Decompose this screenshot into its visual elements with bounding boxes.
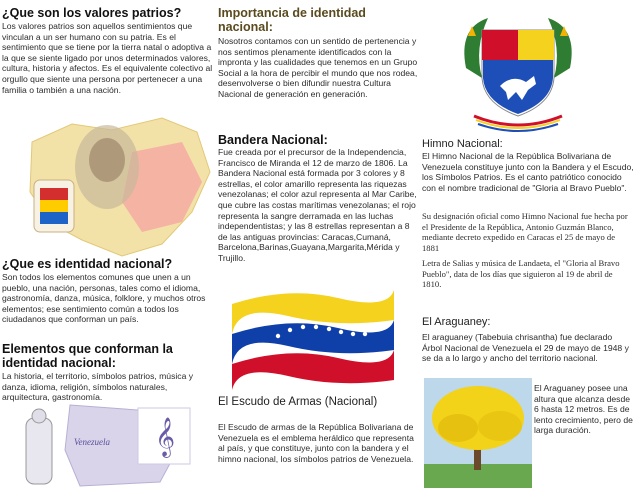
coat-of-arms-image — [452, 8, 584, 136]
importancia-body: Nosotros contamos con un sentido de pertenencia y nos sentimos plenamente identificados con la impronta y las cualidades que tenemos en un Grupo Social a la hora de percibir el mundo que nos rodea, desenvolverse o bien difundir nuestra Cultura Nacional de generación en generación. — [218, 36, 418, 99]
araguaney-title: El Araguaney: — [422, 316, 491, 328]
araguaney-body: El araguaney (Tabebuia chrisantha) fue declarado Árbol Nacional de Venezuela el 29 de mayo de 1948 y se da a lo largo y ancho del territorio nacional. — [422, 332, 629, 364]
identidad-body: Son todos los elementos comunes que unen a un pueblo, una nación, personas, tales como el idioma, gastronomía, danza, música, folklore, y muchos otros elementos; ese sentimiento común a todos los ciudadanos que conforman un país. — [2, 272, 206, 325]
valores-title: ¿Que son los valores patrios? — [2, 6, 182, 20]
importancia-title: Importancia de identidad nacional: — [218, 6, 366, 34]
symbols-collage-image — [20, 400, 217, 490]
svg-text:𝄞: 𝄞 — [155, 417, 176, 457]
map-label: Venezuela — [74, 437, 110, 447]
escudo-body: El Escudo de armas de la República Bolivariana de Venezuela es el emblema heráldico que representa al país, y que constituye, junto con la bandera y el himno nacional, los símbolos patrios de Venezuela. — [218, 422, 414, 464]
araguaney-side: El Araguaney posee una altura que alcanza desde 6 hasta 12 metros. Es de lento crecimiento, pero de larga duración. — [534, 383, 633, 436]
himno-p3: Letra de Salias y música de Landaeta, el "Gloria al Bravo Pueblo", data de los días que siguieron al 19 de abril de 1810. — [422, 258, 620, 290]
escudo-title: El Escudo de Armas (Nacional) — [218, 396, 378, 408]
valores-body: Los valores patrios son aquellos sentimientos que vinculan a un ser humano con su patria. Es el sentimiento que se tiene por la tierra natal o adoptiva a la que se siente ligado por unos determinados valores, cultura, historia y afectos. Es el equivalente colectivo al orgullo que siente una persona por pertenecer a una familia o también a una nación. — [2, 21, 213, 95]
elementos-title: Elementos que conforman la identidad nacional: — [2, 342, 173, 370]
identidad-title: ¿Que es identidad nacional? — [2, 257, 173, 271]
araguaney-tree-image — [424, 378, 532, 488]
himno-p2: Su designación oficial como Himno Nacional fue hecha por el Presidente de la República, Antonio Guzmán Blanco, mediante decreto expedido en Caracas el 25 de mayo de 1881 — [422, 211, 628, 253]
elementos-body: La historia, el territorio, símbolos patrios, música y danza, idioma, religión, símbolos naturales, arquitectura, gastronomía. — [2, 371, 194, 403]
bandera-title: Bandera Nacional: — [218, 133, 328, 147]
himno-title: Himno Nacional: — [422, 138, 503, 150]
himno-body: El Himno Nacional de la República Bolivariana de Venezuela constituye junto con la Bandera y el Escudo, los Símbolos Patrios. Es el canto patriótico conocido con el nombre tradicional de "Gloria al Bravo Pueblo". — [422, 151, 634, 193]
bolivar-map-image — [12, 112, 215, 260]
venezuela-flag-image — [228, 284, 398, 390]
bandera-body: Fue creada por el precursor de la Independencia, Francisco de Miranda el 12 de marzo de 1806. La Bandera Nacional está formada por 3 colores y 8 estrellas, el color amarillo representa las riquezas venezolanas; el color azul representa al Mar Caribe, que cubre las costas marítimas venezolanas; el rojo representa la sangre derramada en las luchas independentistas; y las 8 estrellas representan a 8 de las antiguas provincias: Caracas,Cumaná, Barcelona,Barinas,Guayana,Margarita,Mérida y Trujillo. — [218, 147, 417, 263]
